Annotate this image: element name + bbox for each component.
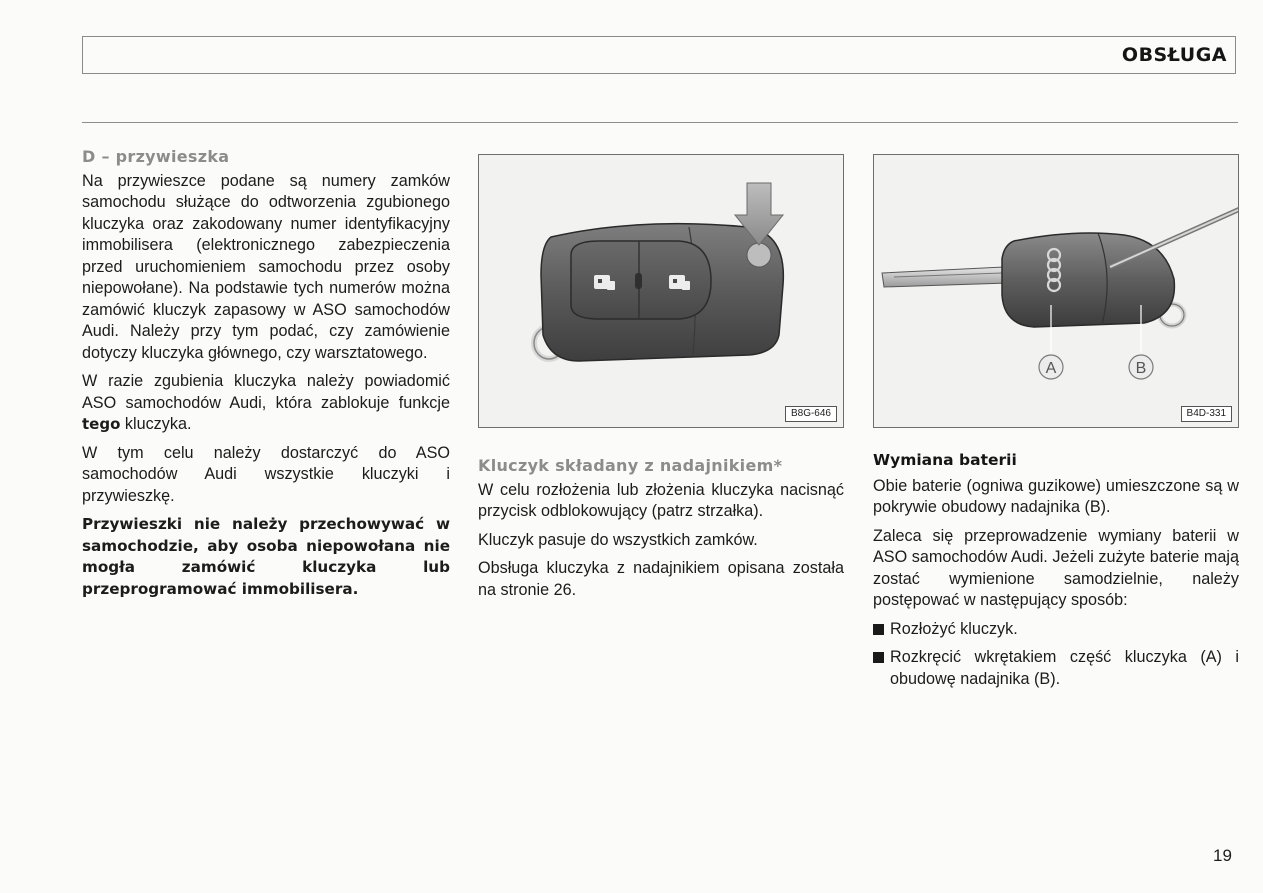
folding-key-paragraph-3: Obsługa kluczyka z nadajnikiem opisana została na stronie 26.: [478, 559, 844, 599]
folding-key-paragraph-2: Kluczyk pasuje do wszystkich zamków.: [478, 530, 758, 549]
tag-paragraph-1: Na przywieszce podane są numery zamków samochodu służące do odtworzenia zgubionego kluczyka oraz zakodowany numer identyfikacyjny immobilisera (elektronicznego zabezpieczenia przed uruchomieniem samochodu przez osoby niepowołane). Na podstawie tych numerów można zamówić kluczyk zapasowy w ASO samochodów Audi. Należy przy tym podać, czy zamówienie dotyczy kluczyka głównego, czy warsztatowego.: [82, 171, 450, 362]
bullet-square-icon: [873, 624, 884, 635]
tag-paragraph-3: W tym celu należy dostarczyć do ASO samochodów Audi wszystkie kluczyki i przywieszkę.: [82, 443, 450, 505]
figure-code: B4D-331: [1181, 406, 1232, 422]
section-title: OBSŁUGA: [1121, 44, 1227, 66]
label-a: A: [1045, 360, 1057, 377]
bullet-item: Rozkręcić wkrętakiem część kluczyka (A) i obudowę nadajnika (B).: [873, 647, 1239, 690]
bullet-square-icon: [873, 652, 884, 663]
tag-heading: D – przywieszka: [82, 147, 230, 166]
bold-word: tego: [82, 415, 121, 433]
section-header: [82, 36, 1236, 74]
label-b: B: [1135, 360, 1147, 377]
folding-key-figure: [478, 154, 844, 428]
folding-key-illustration: [479, 155, 844, 428]
figure-code: B8G-646: [785, 406, 837, 422]
bullet-item: Rozłożyć kluczyk.: [873, 619, 1239, 641]
battery-heading: Wymiana baterii: [873, 451, 1017, 469]
right-column: [873, 450, 1239, 697]
battery-figure: [873, 154, 1239, 428]
battery-illustration: [874, 155, 1239, 428]
battery-paragraph-2: Zaleca się przeprowadzenie wymiany baterii w ASO samochodów Audi. Jeżeli zużyte baterie mają zostać wymienione samodzielnie, należy postępować w następujący sposób:: [873, 526, 1239, 609]
middle-column: [478, 455, 844, 608]
folding-key-paragraph-1: W celu rozłożenia lub złożenia kluczyka nacisnąć przycisk odblokowujący (patrz strzałka).: [478, 480, 844, 520]
battery-paragraph-1: Obie baterie (ogniwa guzikowe) umieszczone są w pokrywie obudowy nadajnika (B).: [873, 476, 1239, 516]
page-number: 19: [1213, 846, 1232, 865]
header-rule: [82, 122, 1238, 123]
tag-paragraph-2: W razie zgubienia kluczyka należy powiadomić ASO samochodów Audi, która zablokuje funkcje tego kluczyka.: [82, 372, 450, 433]
warning-note: Przywieszki nie należy przechowywać w samochodzie, aby osoba niepowołana nie mogła zamówić kluczyka lub przeprogramować immobilisera.: [82, 515, 450, 598]
left-column: [82, 146, 450, 607]
folding-key-heading: Kluczyk składany z nadajnikiem*: [478, 456, 783, 475]
